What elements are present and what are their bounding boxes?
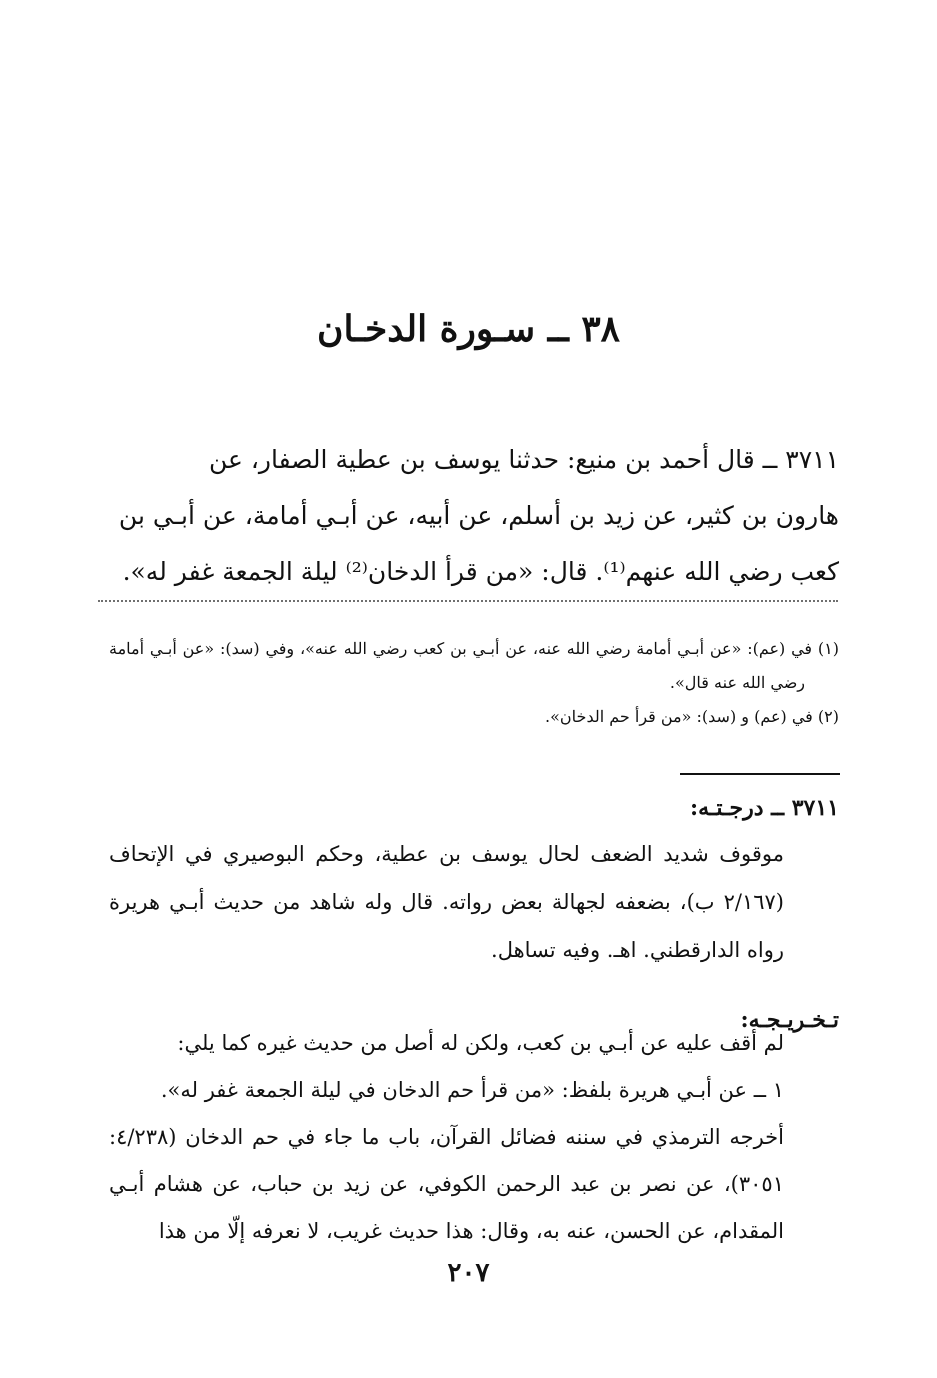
- hadith-line: كعب رضي الله عنهم⁽¹⁾. قال: «من قرأ الدخان⁽²⁾ ليلة الجمعة غفر له».: [122, 557, 839, 586]
- footnote-2: (٢) في (عم) و (سد): «من قرأ حم الدخان».: [545, 707, 839, 726]
- hadith-line: هارون بن كثير، عن زيد بن أسلم، عن أبيه، عن أبـي أمامة، عن أبـي بن: [118, 501, 839, 530]
- grade-section: [109, 830, 839, 974]
- hadith-line: ٣٧١١ ــ قال أحمد بن منيع: حدثنا يوسف بن عطية الصفار، عن: [208, 445, 839, 474]
- surah-title: ٣٨ ــ سـورة الدخـان: [317, 308, 620, 350]
- takhrij-paragraph: لم أقف عليه عن أبـي بن كعب، ولكن له أصل من حديث غيره كما يلي:: [177, 1031, 784, 1055]
- section-rule: [680, 773, 840, 775]
- footnote-separator: [98, 600, 838, 604]
- footnotes: [109, 632, 839, 734]
- takhrij-paragraph: أخرجه الترمذي في سننه فضائل القرآن، باب ما جاء في حم الدخان (٤/٢٣٨: ٣٠٥١)، عن نصر بن عبد الرحمن الكوفي، عن زيد بن حباب، عن هشام أبـي المقدام، عن الحسن، عنه به، وقال: هذا حديث غريب، لا نعرفه إلّا من هذا: [109, 1125, 784, 1243]
- takhrij-section: [109, 1020, 839, 1255]
- grade-heading: ٣٧١١ ــ درجـتـه:: [690, 795, 839, 821]
- hadith-text: [109, 432, 839, 600]
- footnote-1: (١) في (عم): «عن أبـي أمامة رضي الله عنه، عن أبـي بن كعب رضي الله عنه»، وفي (سد): «عن أبـي أمامة رضي الله عنه قال».: [109, 639, 839, 692]
- takhrij-paragraph: ١ ــ عن أبـي هريرة بلفظ: «من قرأ حم الدخان في ليلة الجمعة غفر له».: [160, 1078, 784, 1102]
- page-number: ٢٠٧: [447, 1258, 490, 1288]
- grade-text: موقوف شديد الضعف لحال يوسف بن عطية، وحكم البوصيري في الإتحاف (٢/١٦٧ ب)، بضعفه لجهالة بعض رواته. قال وله شاهد من حديث أبـي هريرة رواه الدارقطني. اهـ. وفيه تساهل.: [109, 842, 784, 962]
- takhrij-heading: تـخـريـجـه:: [740, 1007, 839, 1033]
